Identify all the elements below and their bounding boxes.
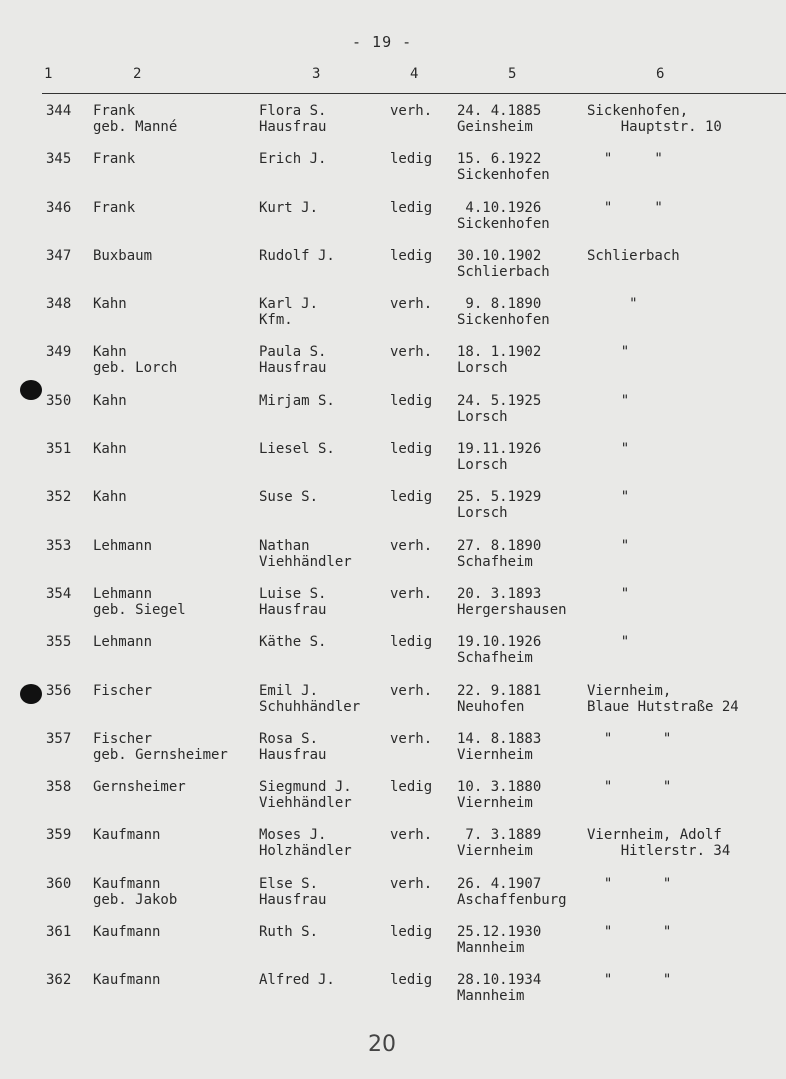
- entry-row: [0, 683, 786, 731]
- entry-given-name: Ruth S.: [259, 924, 319, 941]
- entry-occupation: Schuhhändler: [259, 698, 361, 715]
- entry-birth-place: Mannheim: [457, 988, 525, 1005]
- entry-residence-line2: Blaue Hutstraße 24: [587, 698, 739, 715]
- entry-given-name: Mirjam S.: [259, 392, 335, 409]
- entry-marital-status: ledig: [390, 151, 433, 168]
- entry-birth-place: Schafheim: [457, 650, 533, 667]
- entry-given-name: Moses J.: [259, 827, 327, 844]
- entry-residence: ": [587, 441, 630, 458]
- entry-surname: Frank: [93, 151, 136, 168]
- entry-birth-place: Hergershausen: [457, 601, 567, 618]
- entry-maiden-name: geb. Lorch: [93, 360, 178, 377]
- entry-birth-date: 15. 6.1922: [457, 151, 542, 168]
- entry-residence: " ": [587, 924, 672, 941]
- entry-row: [0, 200, 786, 248]
- entry-birth-date: 28.10.1934: [457, 972, 542, 989]
- entry-marital-status: ledig: [390, 489, 433, 506]
- entry-birth-place: Lorsch: [457, 408, 508, 425]
- entry-residence: " ": [587, 972, 672, 989]
- entry-given-name: Suse S.: [259, 489, 319, 506]
- entry-residence: ": [587, 489, 630, 506]
- entry-birth-date: 19.11.1926: [457, 441, 542, 458]
- entry-residence: " ": [587, 151, 663, 168]
- entry-birth-date: 20. 3.1893: [457, 585, 542, 602]
- punch-hole-mark: [20, 684, 42, 704]
- entry-number: 362: [46, 972, 72, 989]
- entry-row: [0, 441, 786, 489]
- entry-surname: Lehmann: [93, 585, 153, 602]
- entry-number: 360: [46, 875, 72, 892]
- entry-birth-date: 18. 1.1902: [457, 344, 542, 361]
- entry-residence: ": [587, 296, 638, 313]
- entry-surname: Kaufmann: [93, 827, 161, 844]
- entry-birth-place: Viernheim: [457, 795, 533, 812]
- entry-given-name: Paula S.: [259, 344, 327, 361]
- entry-number: 348: [46, 296, 72, 313]
- entry-given-name: Käthe S.: [259, 634, 327, 651]
- page-number: - 19 -: [352, 33, 413, 51]
- entry-number: 350: [46, 392, 72, 409]
- entry-birth-date: 14. 8.1883: [457, 730, 542, 747]
- entry-row: [0, 876, 786, 924]
- entry-birth-date: 9. 8.1890: [457, 296, 542, 313]
- entry-residence: ": [587, 392, 630, 409]
- entry-row: [0, 489, 786, 537]
- entry-marital-status: ledig: [390, 779, 433, 796]
- entry-birth-place: Viernheim: [457, 843, 533, 860]
- entry-number: 346: [46, 199, 72, 216]
- column-header-1: 1: [44, 66, 53, 82]
- entry-birth-date: 25. 5.1929: [457, 489, 542, 506]
- entry-occupation: Hausfrau: [259, 601, 327, 618]
- column-header-3: 3: [312, 66, 321, 82]
- entry-birth-date: 10. 3.1880: [457, 779, 542, 796]
- entry-row: [0, 538, 786, 586]
- entry-marital-status: verh.: [390, 875, 433, 892]
- entry-row: [0, 827, 786, 875]
- entry-marital-status: ledig: [390, 441, 433, 458]
- entry-given-name: Emil J.: [259, 682, 319, 699]
- entry-row: [0, 586, 786, 634]
- entry-surname: Kahn: [93, 296, 127, 313]
- entry-given-name: Luise S.: [259, 585, 327, 602]
- entry-birth-place: Viernheim: [457, 746, 533, 763]
- entry-surname: Gernsheimer: [93, 779, 186, 796]
- footer-page-number: 20: [368, 1032, 396, 1057]
- entry-occupation: Hausfrau: [259, 360, 327, 377]
- entry-surname: Buxbaum: [93, 247, 153, 264]
- entry-birth-date: 30.10.1902: [457, 247, 542, 264]
- entry-residence: Viernheim, Adolf: [587, 827, 722, 844]
- entry-birth-date: 4.10.1926: [457, 199, 542, 216]
- entry-row: [0, 972, 786, 1020]
- header-rule: [42, 93, 786, 94]
- entry-given-name: Alfred J.: [259, 972, 335, 989]
- entry-row: [0, 151, 786, 199]
- entry-birth-date: 25.12.1930: [457, 924, 542, 941]
- entry-occupation: Kfm.: [259, 312, 293, 329]
- entry-surname: Kahn: [93, 392, 127, 409]
- entry-marital-status: ledig: [390, 392, 433, 409]
- entry-residence: " ": [587, 199, 663, 216]
- entry-given-name: Karl J.: [259, 296, 319, 313]
- entry-number: 344: [46, 103, 72, 119]
- entry-occupation: Hausfrau: [259, 119, 327, 135]
- entry-number: 356: [46, 682, 72, 699]
- entry-surname: Lehmann: [93, 634, 153, 651]
- entry-surname: Kahn: [93, 489, 127, 506]
- entry-surname: Kaufmann: [93, 924, 161, 941]
- entry-marital-status: ledig: [390, 924, 433, 941]
- entry-number: 359: [46, 827, 72, 844]
- entry-residence: " ": [587, 730, 672, 747]
- column-header-2: 2: [133, 66, 142, 82]
- entry-surname: Kahn: [93, 344, 127, 361]
- entry-row: [0, 779, 786, 827]
- entry-marital-status: verh.: [390, 827, 433, 844]
- entry-birth-date: 24. 4.1885: [457, 103, 542, 119]
- entry-row: [0, 103, 786, 151]
- entry-number: 345: [46, 151, 72, 168]
- entry-residence: Schlierbach: [587, 247, 680, 264]
- entry-birth-date: 19.10.1926: [457, 634, 542, 651]
- entry-row: [0, 924, 786, 972]
- entry-surname: Lehmann: [93, 537, 153, 554]
- entry-occupation: Viehhändler: [259, 553, 352, 570]
- entry-residence: ": [587, 585, 630, 602]
- entry-marital-status: verh.: [390, 585, 433, 602]
- entry-number: 353: [46, 537, 72, 554]
- entry-row: [0, 393, 786, 441]
- entry-residence: ": [587, 344, 630, 361]
- entry-surname: Fischer: [93, 682, 153, 699]
- entry-number: 347: [46, 247, 72, 264]
- entry-residence: " ": [587, 875, 672, 892]
- entry-birth-place: Sickenhofen: [457, 215, 550, 232]
- entry-birth-place: Sickenhofen: [457, 167, 550, 184]
- entry-row: [0, 634, 786, 682]
- entry-surname: Frank: [93, 199, 136, 216]
- entry-given-name: Liesel S.: [259, 441, 335, 458]
- column-header-6: 6: [656, 66, 665, 82]
- entry-number: 357: [46, 730, 72, 747]
- entry-birth-place: Geinsheim: [457, 119, 533, 135]
- entry-maiden-name: geb. Gernsheimer: [93, 746, 228, 763]
- entry-marital-status: ledig: [390, 247, 433, 264]
- entry-surname: Kaufmann: [93, 972, 161, 989]
- entry-birth-place: Aschaffenburg: [457, 891, 567, 908]
- entry-row: [0, 296, 786, 344]
- entry-residence-line2: Hitlerstr. 34: [587, 843, 731, 860]
- entry-residence: Viernheim,: [587, 682, 672, 699]
- entry-row: [0, 731, 786, 779]
- entry-marital-status: ledig: [390, 634, 433, 651]
- entry-marital-status: ledig: [390, 199, 433, 216]
- entry-occupation: Viehhändler: [259, 795, 352, 812]
- entry-list: [0, 103, 786, 1021]
- entry-birth-place: Schlierbach: [457, 263, 550, 280]
- column-header-4: 4: [410, 66, 419, 82]
- entry-birth-place: Lorsch: [457, 457, 508, 474]
- entry-maiden-name: geb. Siegel: [93, 601, 186, 618]
- entry-occupation: Hausfrau: [259, 891, 327, 908]
- entry-birth-date: 7. 3.1889: [457, 827, 542, 844]
- entry-surname: Kaufmann: [93, 875, 161, 892]
- entry-birth-date: 26. 4.1907: [457, 875, 542, 892]
- entry-birth-date: 27. 8.1890: [457, 537, 542, 554]
- entry-birth-place: Lorsch: [457, 505, 508, 522]
- entry-occupation: Holzhändler: [259, 843, 352, 860]
- entry-residence: ": [587, 634, 630, 651]
- entry-given-name: Rosa S.: [259, 730, 319, 747]
- entry-surname: Kahn: [93, 441, 127, 458]
- entry-marital-status: verh.: [390, 103, 433, 119]
- entry-birth-date: 22. 9.1881: [457, 682, 542, 699]
- entry-birth-place: Schafheim: [457, 553, 533, 570]
- entry-residence-line2: Hauptstr. 10: [587, 119, 722, 135]
- entry-residence: " ": [587, 779, 672, 796]
- entry-number: 349: [46, 344, 72, 361]
- entry-marital-status: verh.: [390, 344, 433, 361]
- entry-number: 352: [46, 489, 72, 506]
- entry-occupation: Hausfrau: [259, 746, 327, 763]
- entry-number: 355: [46, 634, 72, 651]
- entry-number: 361: [46, 924, 72, 941]
- entry-marital-status: verh.: [390, 537, 433, 554]
- entry-marital-status: ledig: [390, 972, 433, 989]
- entry-marital-status: verh.: [390, 682, 433, 699]
- entry-number: 354: [46, 585, 72, 602]
- entry-birth-place: Neuhofen: [457, 698, 525, 715]
- entry-given-name: Kurt J.: [259, 199, 319, 216]
- column-header-5: 5: [508, 66, 517, 82]
- entry-given-name: Siegmund J.: [259, 779, 352, 796]
- entry-surname: Fischer: [93, 730, 153, 747]
- punch-hole-mark: [20, 380, 42, 400]
- entry-number: 358: [46, 779, 72, 796]
- entry-birth-place: Sickenhofen: [457, 312, 550, 329]
- entry-row: [0, 248, 786, 296]
- column-headers: [0, 66, 786, 84]
- entry-marital-status: verh.: [390, 730, 433, 747]
- entry-given-name: Flora S.: [259, 103, 327, 119]
- entry-residence: ": [587, 537, 630, 554]
- entry-given-name: Erich J.: [259, 151, 327, 168]
- entry-given-name: Rudolf J.: [259, 247, 335, 264]
- entry-number: 351: [46, 441, 72, 458]
- entry-maiden-name: geb. Jakob: [93, 891, 178, 908]
- entry-residence: Sickenhofen,: [587, 103, 689, 119]
- entry-maiden-name: geb. Manné: [93, 119, 178, 135]
- entry-birth-place: Mannheim: [457, 940, 525, 957]
- entry-surname: Frank: [93, 103, 136, 119]
- entry-given-name: Nathan: [259, 537, 310, 554]
- entry-given-name: Else S.: [259, 875, 319, 892]
- entry-birth-date: 24. 5.1925: [457, 392, 542, 409]
- entry-marital-status: verh.: [390, 296, 433, 313]
- entry-birth-place: Lorsch: [457, 360, 508, 377]
- entry-row: [0, 344, 786, 392]
